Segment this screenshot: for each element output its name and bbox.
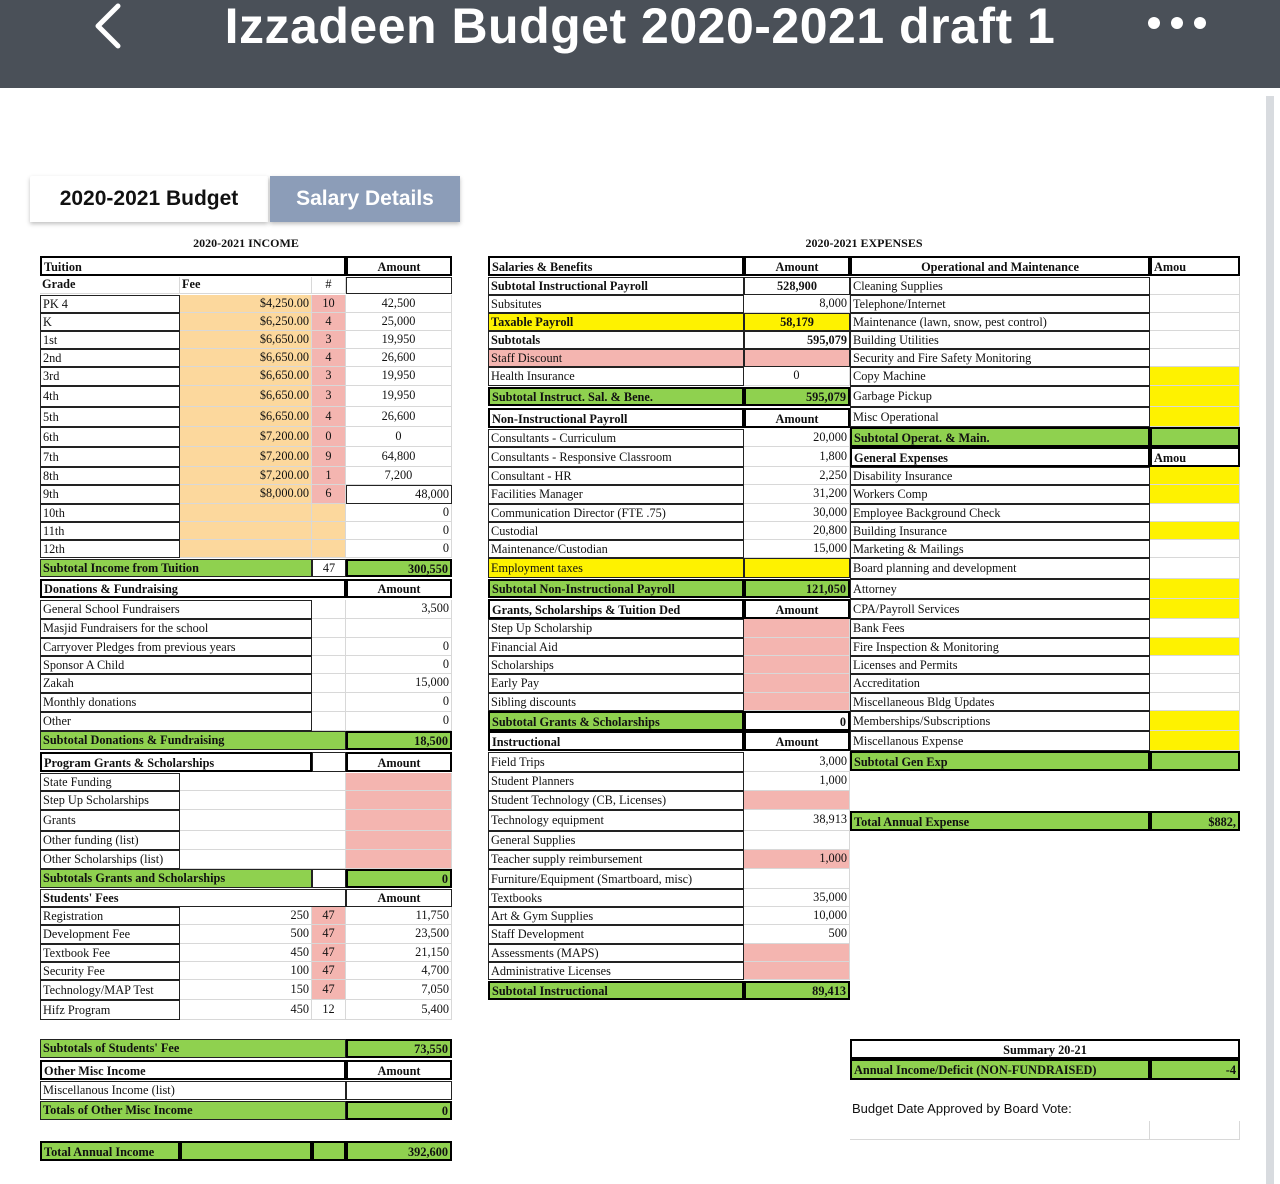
instructional-label[interactable]: Student Technology (CB, Licenses) (488, 791, 744, 810)
amount-cell[interactable]: 25,000 (346, 313, 452, 331)
grant-amount[interactable] (346, 791, 452, 810)
fee-amount[interactable]: 4,700 (346, 962, 452, 980)
total-income-amount[interactable]: 392,600 (346, 1141, 452, 1161)
grade-cell[interactable]: PK 4 (40, 295, 180, 313)
exp-grant-amount[interactable] (744, 693, 850, 711)
sheet-cell[interactable] (312, 693, 346, 712)
grant-label[interactable]: Other Scholarships (list) (40, 850, 180, 869)
count-cell[interactable]: 3 (312, 331, 346, 349)
salary-label[interactable]: Health Insurance (488, 367, 744, 386)
general-title[interactable]: General Expenses (850, 447, 1150, 467)
count-cell[interactable]: 9 (312, 447, 346, 467)
more-dots-icon (1142, 8, 1212, 38)
grade-cell[interactable]: 11th (40, 522, 180, 540)
amount-header[interactable]: Amount (346, 256, 452, 276)
noninstr-amount[interactable]: 30,000 (744, 504, 850, 522)
instructional-label[interactable]: Technology equipment (488, 810, 744, 831)
general-label[interactable]: Licenses and Permits (850, 656, 1150, 674)
operational-amount[interactable] (1150, 313, 1240, 331)
exp-grant-amount[interactable] (744, 674, 850, 693)
exp-grant-amount[interactable] (744, 638, 850, 656)
donation-amount[interactable] (346, 619, 452, 638)
fee-label[interactable]: Technology/MAP Test (40, 980, 180, 1000)
operational-amount[interactable] (1150, 386, 1240, 407)
sheet-cell[interactable] (180, 850, 346, 869)
grant-label[interactable]: Grants (40, 810, 180, 831)
app-header (0, 0, 1280, 88)
exp-grant-label[interactable]: Step Up Scholarship (488, 619, 744, 638)
grant-amount[interactable] (346, 850, 452, 869)
count-cell[interactable]: 4 (312, 407, 346, 427)
approval-label: Budget Date Approved by Board Vote: (852, 1101, 1072, 1116)
grade-cell[interactable]: 6th (40, 427, 180, 447)
grant-amount[interactable] (346, 831, 452, 850)
subtotal-exp-grants-label[interactable]: Subtotal Grants & Scholarships (488, 711, 744, 731)
noninstr-amount[interactable]: 20,000 (744, 429, 850, 447)
general-amount[interactable] (1150, 674, 1240, 693)
general-amount[interactable] (1150, 619, 1240, 638)
count-cell[interactable] (312, 504, 346, 522)
operational-amount[interactable] (1150, 367, 1240, 386)
general-amount[interactable] (1150, 504, 1240, 522)
fee-amount[interactable]: 23,500 (346, 925, 452, 944)
fee-count[interactable]: 47 (312, 962, 346, 980)
subtotal-donations-amount[interactable]: 18,500 (346, 731, 452, 750)
donation-amount[interactable]: 0 (346, 656, 452, 674)
misc-title[interactable]: Other Misc Income (40, 1060, 346, 1080)
document-title: Izzadeen Budget 2020-2021 draft 1 (224, 0, 1056, 54)
general-label[interactable]: Memberships/Subscriptions (850, 711, 1150, 731)
noninstr-label[interactable]: Employment taxes (488, 558, 744, 578)
instructional-amount[interactable]: 1,000 (744, 772, 850, 791)
fee-header[interactable]: Fee (180, 277, 312, 294)
noninstr-amount[interactable]: 20,800 (744, 522, 850, 540)
fee-value[interactable]: 150 (180, 980, 312, 1000)
donation-amount[interactable]: 3,500 (346, 600, 452, 619)
fee-label[interactable]: Security Fee (40, 962, 180, 980)
tab-salary-details[interactable]: Salary Details (270, 176, 460, 222)
expenses-header[interactable]: 2020-2021 EXPENSES (805, 236, 923, 250)
approval-date-cell[interactable] (850, 1121, 1150, 1140)
donation-label[interactable]: Sponsor A Child (40, 656, 312, 674)
count-cell[interactable]: 0 (312, 427, 346, 447)
count-cell[interactable]: 4 (312, 313, 346, 331)
amount-cell[interactable] (346, 277, 452, 294)
fee-cell[interactable]: $8,000.00 (180, 485, 312, 504)
grade-cell[interactable]: 1st (40, 331, 180, 349)
grade-cell[interactable]: 10th (40, 504, 180, 522)
salary-amount[interactable] (744, 349, 850, 367)
fee-value[interactable]: 450 (180, 944, 312, 962)
fee-cell[interactable] (180, 522, 312, 540)
instructional-label[interactable]: Furniture/Equipment (Smartboard, misc) (488, 869, 744, 889)
exp-grant-label[interactable]: Sibling discounts (488, 693, 744, 711)
fee-count[interactable]: 12 (312, 1000, 346, 1020)
general-label[interactable]: CPA/Payroll Services (850, 599, 1150, 619)
noninstr-label[interactable]: Consultants - Curriculum (488, 429, 744, 447)
noninstr-label[interactable]: Consultants - Responsive Classroom (488, 447, 744, 467)
grade-cell[interactable]: K (40, 313, 180, 331)
general-amount[interactable] (1150, 485, 1240, 504)
noninstr-label[interactable]: Facilities Manager (488, 485, 744, 504)
fee-cell[interactable] (180, 540, 312, 558)
sheet-cell[interactable] (312, 674, 346, 693)
instructional-label[interactable]: Field Trips (488, 752, 744, 772)
donation-label[interactable]: Other (40, 712, 312, 731)
instructional-label[interactable]: Staff Development (488, 925, 744, 944)
amount-cell[interactable]: 19,950 (346, 367, 452, 386)
count-cell[interactable] (312, 540, 346, 558)
misc-income-label[interactable]: Miscellanous Income (list) (40, 1081, 346, 1100)
subtotal-grants-amount[interactable]: 0 (346, 869, 452, 888)
fee-count[interactable]: 47 (312, 925, 346, 944)
grade-cell[interactable]: 3rd (40, 367, 180, 386)
noninstr-label[interactable]: Maintenance/Custodian (488, 540, 744, 558)
fee-label[interactable]: Hifz Program (40, 1000, 180, 1020)
scroll-edge (1266, 96, 1274, 1184)
instructional-label[interactable]: Student Planners (488, 772, 744, 791)
subtotal-donations-label[interactable]: Subtotal Donations & Fundraising (40, 731, 346, 750)
grants-title[interactable]: Program Grants & Scholarships (40, 752, 312, 772)
count-cell[interactable]: 4 (312, 349, 346, 367)
donations-title[interactable]: Donations & Fundraising (40, 579, 346, 598)
spreadsheet-grid[interactable] (38, 234, 1236, 1164)
general-label[interactable]: Miscellanous Expense (850, 731, 1150, 751)
grant-label[interactable]: Step Up Scholarships (40, 791, 180, 810)
salary-amount[interactable]: 58,179 (744, 313, 850, 331)
misc-income-amount[interactable] (346, 1081, 452, 1100)
summary-title[interactable]: Summary 20-21 (850, 1039, 1240, 1059)
donation-amount[interactable]: 15,000 (346, 674, 452, 693)
noninstr-title[interactable]: Non-Instructional Payroll (488, 408, 744, 428)
amount-cell[interactable]: 0 (346, 427, 452, 447)
fee-cell[interactable]: $6,250.00 (180, 313, 312, 331)
amount-cell[interactable]: 7,200 (346, 467, 452, 485)
noninstr-label[interactable]: Custodial (488, 522, 744, 540)
fee-amount[interactable]: 11,750 (346, 907, 452, 925)
exp-grants-title[interactable]: Grants, Scholarships & Tuition Ded (488, 599, 744, 619)
grant-label[interactable]: State Funding (40, 773, 180, 791)
sheet-cell[interactable] (180, 791, 346, 810)
fee-cell[interactable]: $6,650.00 (180, 331, 312, 349)
operational-label[interactable]: Building Utilities (850, 331, 1150, 349)
general-label[interactable]: Attorney (850, 579, 1150, 599)
sheet-cell[interactable] (312, 638, 346, 656)
instructional-amount[interactable]: 500 (744, 925, 850, 944)
subtotal-general-amount[interactable] (1150, 751, 1240, 771)
subtotal-noninstr-label[interactable]: Subtotal Non-Instructional Payroll (488, 579, 744, 598)
count-cell[interactable]: 6 (312, 485, 346, 504)
instructional-title[interactable]: Instructional (488, 731, 744, 751)
instructional-label[interactable]: General Supplies (488, 831, 744, 850)
subtotal-salaries-amount[interactable]: 595,079 (744, 387, 850, 406)
subtotal-grants-label[interactable]: Subtotals Grants and Scholarships (40, 869, 312, 888)
instructional-amount[interactable]: 35,000 (744, 889, 850, 907)
salary-label[interactable]: Taxable Payroll (488, 313, 744, 331)
general-label[interactable]: Bank Fees (850, 619, 1150, 638)
fees-title[interactable]: Students' Fees (40, 889, 346, 907)
subtotal-noninstr-amount[interactable]: 121,050 (744, 579, 850, 598)
fee-cell[interactable]: $6,650.00 (180, 349, 312, 367)
general-amount[interactable] (1150, 711, 1240, 731)
amount-header[interactable]: Amou (1150, 447, 1240, 467)
summary-row-label[interactable]: Annual Income/Deficit (NON-FUNDRAISED) (850, 1059, 1150, 1080)
grade-cell[interactable]: 4th (40, 386, 180, 407)
subtotal-instructional-amount[interactable]: 89,413 (744, 981, 850, 1000)
general-label[interactable]: Marketing & Mailings (850, 540, 1150, 558)
noninstr-amount[interactable]: 15,000 (744, 540, 850, 558)
fee-cell[interactable]: $7,200.00 (180, 467, 312, 485)
operational-amount[interactable] (1150, 349, 1240, 367)
subtotal-fees-amount[interactable]: 73,550 (346, 1039, 452, 1058)
total-expense-amount[interactable]: $882, (1150, 811, 1240, 831)
fee-cell[interactable]: $6,650.00 (180, 407, 312, 427)
instructional-label[interactable]: Assessments (MAPS) (488, 944, 744, 962)
amount-cell[interactable]: 26,600 (346, 407, 452, 427)
fee-count[interactable]: 47 (312, 980, 346, 1000)
exp-grant-label[interactable]: Financial Aid (488, 638, 744, 656)
instructional-label[interactable]: Administrative Licenses (488, 962, 744, 980)
fee-label[interactable]: Textbook Fee (40, 944, 180, 962)
donation-label[interactable]: General School Fundraisers (40, 600, 312, 619)
sheet-cell[interactable] (180, 810, 346, 831)
fee-cell[interactable]: $6,650.00 (180, 386, 312, 407)
fee-count[interactable]: 47 (312, 907, 346, 925)
general-label[interactable]: Workers Comp (850, 485, 1150, 504)
amount-cell[interactable]: 0 (346, 522, 452, 540)
salary-amount[interactable]: 595,079 (744, 331, 850, 349)
amount-cell[interactable]: 64,800 (346, 447, 452, 467)
instructional-amount[interactable]: 10,000 (744, 907, 850, 925)
general-amount[interactable] (1150, 540, 1240, 558)
salary-amount[interactable]: 8,000 (744, 295, 850, 313)
sheet-cell[interactable] (312, 712, 346, 731)
subtotal-tuition-label[interactable]: Subtotal Income from Tuition (40, 559, 312, 577)
donation-amount[interactable]: 0 (346, 638, 452, 656)
donation-amount[interactable]: 0 (346, 712, 452, 731)
operational-label[interactable]: Misc Operational (850, 407, 1150, 427)
tab-budget[interactable]: 2020-2021 Budget (30, 176, 268, 222)
exp-grant-amount[interactable] (744, 619, 850, 638)
exp-grant-label[interactable]: Early Pay (488, 674, 744, 693)
instructional-amount[interactable] (744, 962, 850, 980)
exp-grant-label[interactable]: Scholarships (488, 656, 744, 674)
amount-header[interactable]: Amou (1150, 256, 1240, 276)
general-amount[interactable] (1150, 522, 1240, 540)
subtotal-tuition-count[interactable]: 47 (312, 559, 346, 577)
fee-amount[interactable]: 7,050 (346, 980, 452, 1000)
fee-value[interactable]: 250 (180, 907, 312, 925)
sheet-cell[interactable] (312, 869, 346, 888)
fee-cell[interactable]: $6,650.00 (180, 367, 312, 386)
sheet-cell[interactable] (312, 600, 346, 619)
donation-amount[interactable]: 0 (346, 693, 452, 712)
grade-cell[interactable]: 9th (40, 485, 180, 504)
general-amount[interactable] (1150, 656, 1240, 674)
salary-label[interactable]: Subsitutes (488, 295, 744, 313)
noninstr-label[interactable]: Communication Director (FTE .75) (488, 504, 744, 522)
count-cell[interactable]: 3 (312, 367, 346, 386)
fee-cell[interactable]: $7,200.00 (180, 447, 312, 467)
salary-label[interactable]: Subtotals (488, 331, 744, 349)
amount-header[interactable]: Amount (744, 599, 850, 619)
general-label[interactable]: Disability Insurance (850, 467, 1150, 485)
amount-cell[interactable]: 19,950 (346, 331, 452, 349)
donation-label[interactable]: Masjid Fundraisers for the school (40, 619, 312, 638)
instructional-amount[interactable]: 3,000 (744, 752, 850, 772)
count-cell[interactable]: 1 (312, 467, 346, 485)
general-label[interactable]: Fire Inspection & Monitoring (850, 638, 1150, 656)
operational-label[interactable]: Security and Fire Safety Monitoring (850, 349, 1150, 367)
count-cell[interactable] (312, 522, 346, 540)
instructional-amount[interactable]: 1,000 (744, 850, 850, 869)
salary-label[interactable]: Subtotal Instructional Payroll (488, 277, 744, 295)
fee-count[interactable]: 47 (312, 944, 346, 962)
fee-value[interactable]: 100 (180, 962, 312, 980)
exp-grant-amount[interactable] (744, 656, 850, 674)
count-cell[interactable]: 10 (312, 295, 346, 313)
general-label[interactable]: Accreditation (850, 674, 1150, 693)
general-label[interactable]: Employee Background Check (850, 504, 1150, 522)
amount-cell[interactable]: 0 (346, 540, 452, 558)
instructional-amount[interactable] (744, 791, 850, 810)
amount-header[interactable]: Amount (744, 408, 850, 428)
instructional-amount[interactable]: 38,913 (744, 810, 850, 831)
amount-header[interactable]: Amount (744, 731, 850, 751)
noninstr-amount[interactable] (744, 558, 850, 578)
fee-cell[interactable]: $4,250.00 (180, 295, 312, 313)
amount-header[interactable]: Amount (744, 256, 850, 276)
fee-value[interactable]: 450 (180, 1000, 312, 1020)
salary-amount[interactable]: 528,900 (744, 277, 850, 295)
grade-header[interactable]: Grade (40, 277, 180, 294)
count-cell[interactable]: 3 (312, 386, 346, 407)
donation-label[interactable]: Monthly donations (40, 693, 312, 712)
grade-cell[interactable]: 8th (40, 467, 180, 485)
operational-label[interactable]: Telephone/Internet (850, 295, 1150, 313)
noninstr-amount[interactable]: 31,200 (744, 485, 850, 504)
amount-cell[interactable]: 42,500 (346, 295, 452, 313)
fee-cell[interactable]: $7,200.00 (180, 427, 312, 447)
noninstr-amount[interactable]: 1,800 (744, 447, 850, 467)
operational-amount[interactable] (1150, 295, 1240, 313)
general-amount[interactable] (1150, 638, 1240, 656)
instructional-label[interactable]: Teacher supply reimbursement (488, 850, 744, 869)
grant-amount[interactable] (346, 773, 452, 791)
amount-header[interactable]: Amount (346, 1060, 452, 1080)
donation-label[interactable]: Zakah (40, 674, 312, 693)
general-amount[interactable] (1150, 599, 1240, 619)
general-label[interactable]: Board planning and development (850, 558, 1150, 579)
tuition-title[interactable]: Tuition (40, 256, 346, 276)
operational-label[interactable]: Cleaning Supplies (850, 277, 1150, 295)
sheet-cell[interactable] (312, 656, 346, 674)
income-header[interactable]: 2020-2021 INCOME (193, 236, 299, 250)
fee-cell[interactable] (180, 504, 312, 522)
salary-label[interactable]: Staff Discount (488, 349, 744, 367)
sheet-cell[interactable] (180, 831, 346, 850)
instructional-label[interactable]: Art & Gym Supplies (488, 907, 744, 925)
grade-cell[interactable]: 5th (40, 407, 180, 427)
subtotal-fees-label[interactable]: Subtotals of Students' Fee (40, 1039, 346, 1058)
instructional-amount[interactable] (744, 869, 850, 889)
amount-cell[interactable]: 48,000 (346, 485, 452, 504)
amount-header[interactable]: Amount (346, 889, 452, 907)
fee-label[interactable]: Development Fee (40, 925, 180, 944)
sheet-cell[interactable] (312, 752, 346, 772)
instructional-label[interactable]: Textbooks (488, 889, 744, 907)
salary-amount[interactable]: 0 (744, 367, 850, 386)
fee-label[interactable]: Registration (40, 907, 180, 925)
general-amount[interactable] (1150, 558, 1240, 579)
general-amount[interactable] (1150, 693, 1240, 711)
donation-label[interactable]: Carryover Pledges from previous years (40, 638, 312, 656)
subtotal-exp-grants-amount[interactable]: 0 (744, 711, 850, 731)
general-label[interactable]: Building Insurance (850, 522, 1150, 540)
operational-amount[interactable] (1150, 277, 1240, 295)
instructional-amount[interactable] (744, 944, 850, 962)
sheet-cell[interactable] (180, 773, 346, 791)
general-amount[interactable] (1150, 467, 1240, 485)
grant-label[interactable]: Other funding (list) (40, 831, 180, 850)
grade-cell[interactable]: 12th (40, 540, 180, 558)
total-income-label[interactable]: Total Annual Income (40, 1141, 180, 1161)
amount-header[interactable]: Amount (346, 579, 452, 598)
amount-cell[interactable]: 26,600 (346, 349, 452, 367)
subtotal-general-label[interactable]: Subtotal Gen Exp (850, 751, 1150, 771)
instructional-amount[interactable] (744, 831, 850, 850)
subtotal-misc-label[interactable]: Totals of Other Misc Income (40, 1101, 346, 1120)
general-label[interactable]: Miscellaneous Bldg Updates (850, 693, 1150, 711)
operational-label[interactable]: Copy Machine (850, 367, 1150, 386)
operational-title[interactable]: Operational and Maintenance (850, 256, 1150, 276)
sheet-cell[interactable] (180, 1141, 312, 1161)
general-amount[interactable] (1150, 731, 1240, 751)
more-options-button[interactable] (1142, 8, 1212, 38)
general-amount[interactable] (1150, 579, 1240, 599)
amount-header[interactable]: Amount (346, 752, 452, 772)
subtotal-tuition-amount[interactable]: 300,550 (346, 559, 452, 577)
noninstr-amount[interactable]: 2,250 (744, 467, 850, 485)
subtotal-misc-amount[interactable]: 0 (346, 1101, 452, 1120)
operational-amount[interactable] (1150, 407, 1240, 427)
operational-label[interactable]: Garbage Pickup (850, 386, 1150, 407)
noninstr-label[interactable]: Consultant - HR (488, 467, 744, 485)
count-header[interactable]: # (312, 277, 346, 294)
grade-cell[interactable]: 7th (40, 447, 180, 467)
summary-row-value[interactable]: -4 (1150, 1059, 1240, 1080)
subtotal-instructional-label[interactable]: Subtotal Instructional (488, 981, 744, 1000)
subtotal-salaries-label[interactable]: Subtotal Instruct. Sal. & Bene. (488, 387, 744, 406)
fee-amount[interactable]: 5,400 (346, 1000, 452, 1020)
grant-amount[interactable] (346, 810, 452, 831)
subtotal-operational-label[interactable]: Subtotal Operat. & Main. (850, 427, 1150, 447)
fee-value[interactable]: 500 (180, 925, 312, 944)
operational-amount[interactable] (1150, 331, 1240, 349)
subtotal-operational-amount[interactable] (1150, 427, 1240, 447)
amount-cell[interactable]: 0 (346, 504, 452, 522)
sheet-cell[interactable] (312, 619, 346, 638)
amount-cell[interactable]: 19,950 (346, 386, 452, 407)
sheet-cell[interactable] (1150, 1121, 1240, 1140)
salaries-title[interactable]: Salaries & Benefits (488, 256, 744, 276)
grade-cell[interactable]: 2nd (40, 349, 180, 367)
sheet-cell[interactable] (312, 1141, 346, 1161)
fee-amount[interactable]: 21,150 (346, 944, 452, 962)
total-expense-label[interactable]: Total Annual Expense (850, 811, 1150, 831)
operational-label[interactable]: Maintenance (lawn, snow, pest control) (850, 313, 1150, 331)
